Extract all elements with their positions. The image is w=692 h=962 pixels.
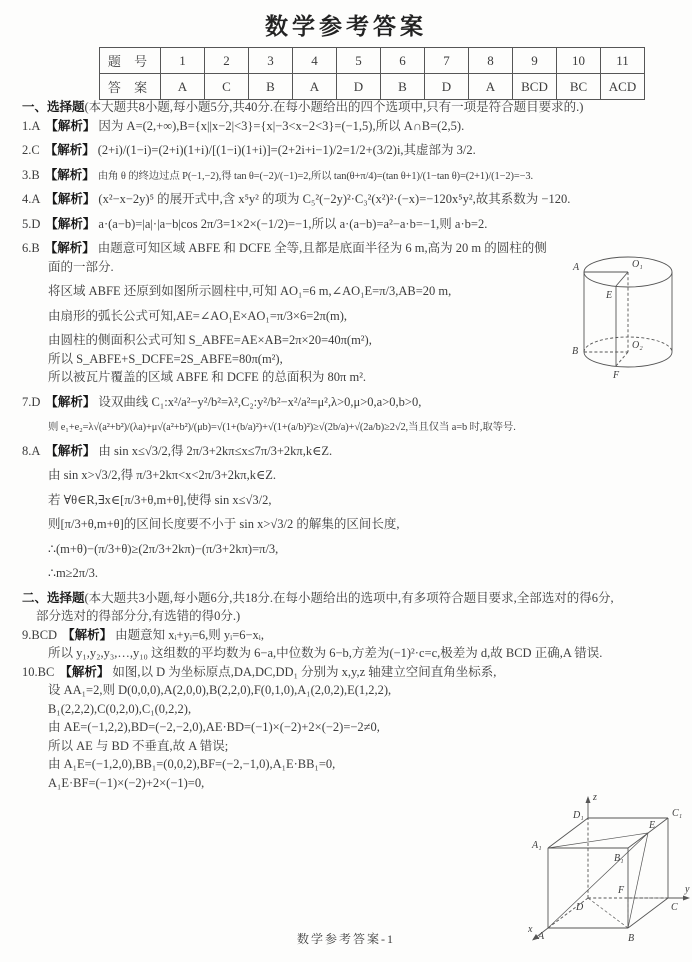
cylinder-label-B: B <box>572 346 579 357</box>
line-text: 则[π/3+θ,m+θ]的区间长度要不小于 sin x>√3/2 的解集的区间长度, <box>48 517 400 532</box>
line-text: ∴(m+θ)−(π/3+θ)≥(2π/3+2kπ)−(π/3+2kπ)=π/3, <box>48 541 279 556</box>
row-label-answer: 答 案 <box>100 74 161 100</box>
line-text: 面的一部分. <box>48 259 114 274</box>
answer-cell: BC <box>557 74 601 100</box>
line-text: 因为 A=(2,+∞),B={x||x−2|<3}={x|−3<x−2<3}=(−1,5),所以 A∩B=(2,5). <box>98 118 465 133</box>
cube-label-D: D <box>576 902 584 913</box>
analysis-tag: 【解析】 <box>44 241 95 256</box>
line-text: 由角 θ 的终边过点 P(−1,−2),得 tan θ=(−2)/(−1)=2,所以 tan(θ+π/4)=(tan θ+1)/(1−tan θ)=(2+1)/(1−2)=−3. <box>97 170 533 182</box>
line-text: 由扇形的弧长公式可知,AE=∠AO₁E×AO₁=π/3×6=2π(m), <box>48 308 347 323</box>
answer-cell: D <box>337 74 381 100</box>
line-text: 设 AA₁=2,则 D(0,0,0),A(2,0,0),B(2,2,0),F(0,1,0),A₁(2,0,2),E(1,2,2), <box>48 683 392 698</box>
analysis-tag: 【解析】 <box>45 443 96 458</box>
cylinder-label-A: A <box>573 262 580 273</box>
line-text: (2+i)/(1−i)=(2+i)(1+i)/[(1−i)(1+i)]=(2+2i+i−1)/2=1/2+(3/2)i,其虚部为 3/2. <box>97 143 476 157</box>
answer-cell: C <box>205 74 249 100</box>
section-number: 一、选择题 <box>22 100 85 114</box>
solution-line <box>22 627 684 645</box>
line-text: A₁E·BF=(−1)×(−2)+2×(−1)=0, <box>48 775 205 790</box>
answer-cell: B <box>381 74 425 100</box>
solution-line <box>22 394 684 412</box>
analysis-tag: 【解析】 <box>44 143 95 157</box>
answer-cell: BCD <box>513 74 557 100</box>
question-answer: 4.A <box>22 192 41 207</box>
line-text: 所以 S_ABFE+S_DCFE=2S_ABFE=80π(m²), <box>48 351 283 366</box>
question-number: 9 <box>513 48 557 74</box>
line-text: 若 ∀θ∈R,∃x∈[π/3+θ,m+θ],使得 sin x≤√3/2, <box>48 492 272 507</box>
solution-line <box>48 467 684 485</box>
line-text: 由 sin x≤√3/2,得 2π/3+2kπ≤x≤7π/3+2kπ,k∈Z. <box>98 443 333 458</box>
section-heading <box>22 99 684 117</box>
section-text: 部分选对的得部分分,有选错的得0分.) <box>36 609 241 624</box>
section-text: (本大题共8小题,每小题5分,共40分.在每小题给出的四个选项中,只有一项是符合题目要求的.) <box>84 100 584 114</box>
solution-line <box>48 492 684 510</box>
line-text: a·(a−b)=|a|·|a−b|cos 2π/3=1×2×(−1/2)=−1,所以 a·(a−b)=a²−a·b=−1,则 a·b=2. <box>98 216 488 231</box>
cylinder-label-O1: O₁ <box>632 259 643 270</box>
analysis-tag: 【解析】 <box>62 627 113 642</box>
solution-line <box>48 516 684 534</box>
answer-cell: B <box>249 74 293 100</box>
question-answer: 1.A <box>22 118 41 133</box>
solution-line <box>48 719 684 737</box>
answer-table <box>99 47 645 100</box>
question-number: 5 <box>337 48 381 74</box>
line-text: 设双曲线 C₁:x²/a²−y²/b²=λ²,C₂:y²/b²−x²/a²=μ²,λ>0,μ>0,a>0,b>0, <box>98 394 422 409</box>
cube-label-C: C <box>671 902 678 913</box>
question-number: 8 <box>469 48 513 74</box>
answer-cell: A <box>469 74 513 100</box>
line-text: 由题意知 xᵢ+yᵢ=6,则 yᵢ=6−xᵢ, <box>115 627 264 642</box>
line-text: 则 e₁+e₂=λ√(a²+b²)/(λa)+μ√(a²+b²)/(μb)=√(1+(b/a)²)+√(1+(a/b)²)≥√(2b/a)+√(2a/b)≥2√2,当且仅当 a=b 时,取等号. <box>48 422 516 434</box>
table-row-numbers <box>100 48 645 74</box>
question-number: 1 <box>161 48 205 74</box>
analysis-tag: 【解析】 <box>59 664 110 679</box>
question-number: 10 <box>557 48 601 74</box>
line-text: B₁(2,2,2),C(0,2,0),C₁(0,2,2), <box>48 701 192 716</box>
cube-label-D1: D₁ <box>573 810 584 821</box>
question-number: 3 <box>249 48 293 74</box>
analysis-tag: 【解析】 <box>44 167 95 182</box>
analysis-tag: 【解析】 <box>45 192 96 207</box>
solution-line <box>48 308 568 326</box>
solution-line <box>22 443 684 461</box>
cylinder-label-O2: O₂ <box>632 340 643 351</box>
analysis-tag: 【解析】 <box>45 394 96 409</box>
question-answer: 9.BCD <box>22 627 58 642</box>
cube-label-C1: C₁ <box>672 808 683 819</box>
cylinder-label-E: E <box>606 290 613 301</box>
solution-line <box>48 283 568 301</box>
answer-cell: ACD <box>601 74 645 100</box>
cube-label-A: A <box>538 931 545 942</box>
cube-label-z-axis: z <box>593 792 597 803</box>
question-answer: 2.C <box>22 143 40 157</box>
question-number: 11 <box>601 48 645 74</box>
cube-figure <box>528 786 692 948</box>
cube-label-x-axis: x <box>528 924 533 935</box>
cube-label-F: F <box>618 885 625 896</box>
answer-table-wrap <box>99 47 637 100</box>
solution-line <box>48 682 534 700</box>
question-answer: 5.D <box>22 216 41 231</box>
question-number: 6 <box>381 48 425 74</box>
page-title: 数学参考答案 <box>265 14 427 39</box>
solution-line <box>48 418 684 436</box>
page-number: 数学参考答案-1 <box>297 932 395 946</box>
line-text: 如图,以 D 为坐标原点,DA,DC,DD₁ 分别为 x,y,z 轴建立空间直角坐标系, <box>112 664 497 679</box>
solution-line <box>22 191 684 209</box>
cylinder-label-F: F <box>613 370 620 381</box>
answer-cell: A <box>161 74 205 100</box>
question-number: 7 <box>425 48 469 74</box>
analysis-tag: 【解析】 <box>45 216 96 231</box>
table-row-answers <box>100 74 645 100</box>
line-text: 由 AE=(−1,2,2),BD=(−2,−2,0),AE·BD=(−1)×(−2)+2×(−2)=−2≠0, <box>48 720 380 735</box>
solution-line <box>48 756 684 774</box>
question-answer: 8.A <box>22 443 41 458</box>
solutions-body <box>22 98 684 793</box>
section-heading <box>22 590 684 608</box>
line-text: 由 A₁E=(−1,2,0),BB₁=(0,0,2),BF=(−2,−1,0),A₁E·BB₁=0, <box>48 757 336 772</box>
answer-cell: A <box>293 74 337 100</box>
cube-label-B1: B₁ <box>614 853 624 864</box>
analysis-tag: 【解析】 <box>45 118 96 133</box>
section-text: (本大题共3小题,每小题6分,共18分.在每小题给出的选项中,有多项符合题目要求,全部选对的得6分, <box>84 590 614 605</box>
line-text: 所以 AE 与 BD 不垂直,故 A 错误; <box>48 738 229 753</box>
question-answer: 3.B <box>22 167 40 182</box>
solution-line <box>22 664 684 682</box>
question-answer: 7.D <box>22 394 41 409</box>
solution-line <box>22 167 684 185</box>
line-text: 将区域 ABFE 还原到如图所示圆柱中,可知 AO₁=6 m,∠AO₁E=π/3,AB=20 m, <box>48 284 452 299</box>
section-heading-cont <box>36 608 684 626</box>
question-answer: 6.B <box>22 241 40 256</box>
cube-label-A1: A₁ <box>532 840 542 851</box>
line-text: 所以被瓦片覆盖的区域 ABFE 和 DCFE 的总面积为 80π m². <box>48 370 367 385</box>
solution-line <box>48 541 684 559</box>
line-text: (x²−x−2y)⁵ 的展开式中,含 x⁵y² 的项为 C₅²(−2y)²·C₃²(x²)²·(−x)=−120x⁵y²,故其系数为 −120. <box>98 192 571 207</box>
solution-line <box>22 142 684 160</box>
solution-line <box>48 351 568 369</box>
cube-label-y-axis: y <box>685 884 690 895</box>
line-text: 由 sin x>√3/2,得 π/3+2kπ<x<2π/3+2kπ,k∈Z. <box>48 468 276 483</box>
question-number: 4 <box>293 48 337 74</box>
solution-line <box>48 738 684 756</box>
solution-line <box>48 645 684 663</box>
solution-line <box>22 240 568 258</box>
line-text: 由题意可知区域 ABFE 和 DCFE 全等,且都是底面半径为 6 m,高为 20 m 的圆柱的侧 <box>97 241 547 256</box>
cube-label-B: B <box>628 933 635 944</box>
section-number: 二、选择题 <box>22 590 85 605</box>
row-label-question: 题 号 <box>100 48 161 74</box>
solution-line <box>48 332 568 350</box>
line-text: ∴m≥2π/3. <box>48 566 98 581</box>
solution-line <box>22 216 684 234</box>
question-number: 2 <box>205 48 249 74</box>
cylinder-figure <box>570 244 688 382</box>
solution-line <box>48 701 684 719</box>
solution-line <box>48 565 684 583</box>
question-answer: 10.BC <box>22 664 55 679</box>
answer-cell: D <box>425 74 469 100</box>
solution-line <box>22 118 684 136</box>
line-text: 所以 y₁,y₂,y₃,…,y₁₀ 这组数的平均数为 6−a,中位数为 6−b,方差为(−1)²·c=c,极差为 d,故 BCD 正确,A 错误. <box>48 646 603 661</box>
cube-label-E: E <box>649 820 656 831</box>
line-text: 由圆柱的侧面积公式可知 S_ABFE=AE×AB=2π×20=40π(m²), <box>48 333 372 348</box>
